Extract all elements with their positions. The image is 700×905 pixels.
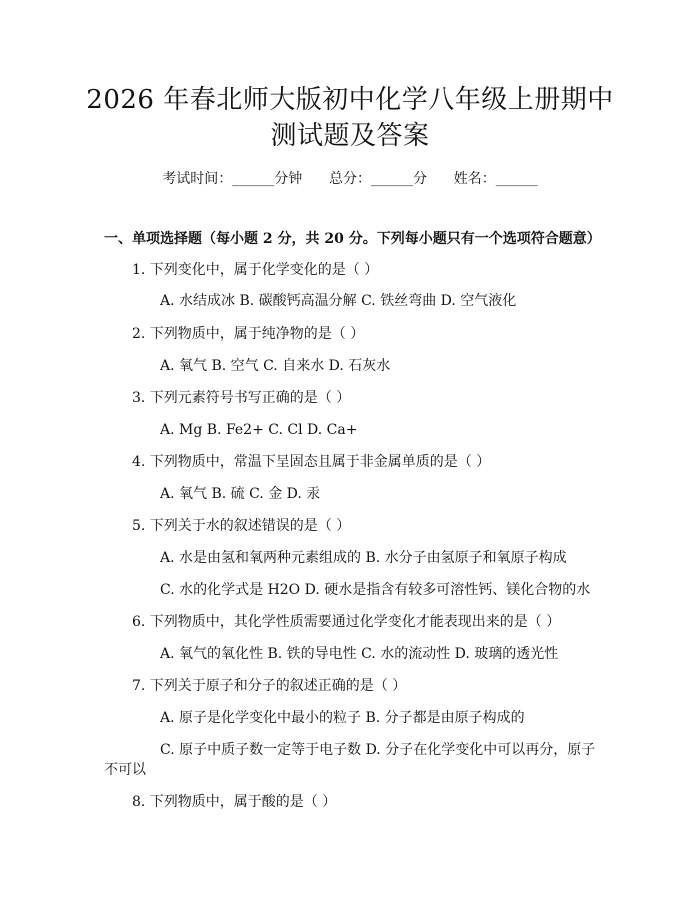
question-1: 1. 下列变化中，属于化学变化的是（ ）	[132, 262, 379, 278]
question-5-options-line-1: A. 水是由氢和氧两种元素组成的 B. 水分子由氢原子和氧原子构成	[160, 550, 567, 566]
question-1-options: A. 水结成冰 B. 碳酸钙高温分解 C. 铁丝弯曲 D. 空气液化	[160, 293, 517, 309]
question-3: 3. 下列元素符号书写正确的是（ ）	[132, 390, 351, 406]
exam-info-line: 考试时间：______分钟 总分：______分 姓名：______	[162, 171, 538, 187]
question-3-options: A. Mg B. Fe2+ C. Cl D. Ca+	[160, 422, 358, 438]
question-7-options-wrap: 不可以	[104, 762, 146, 778]
question-8: 8. 下列物质中，属于酸的是（ ）	[132, 794, 337, 810]
question-5: 5. 下列关于水的叙述错误的是（ ）	[132, 518, 351, 534]
question-4-options: A. 氧气 B. 硫 C. 金 D. 汞	[160, 486, 321, 502]
document-title-line-1: 2026 年春北师大版初中化学八年级上册期中	[86, 85, 614, 115]
document-title-line-2: 测试题及答案	[270, 121, 430, 151]
question-4: 4. 下列物质中，常温下呈固态且属于非金属单质的是（ ）	[132, 454, 491, 470]
question-2: 2. 下列物质中，属于纯净物的是（ ）	[132, 326, 365, 342]
question-6-options: A. 氧气的氧化性 B. 铁的导电性 C. 水的流动性 D. 玻璃的透光性	[160, 646, 559, 662]
question-6: 6. 下列物质中，其化学性质需要通过化学变化才能表现出来的是（ ）	[132, 614, 561, 630]
question-7: 7. 下列关于原子和分子的叙述正确的是（ ）	[132, 678, 407, 694]
section-heading-single-choice: 一、单项选择题（每小题 2 分，共 20 分。下列每小题只有一个选项符合题意）	[104, 231, 601, 247]
question-7-options-line-2: C. 原子中质子数一定等于电子数 D. 分子在化学变化中可以再分，原子	[160, 742, 596, 758]
question-7-options-line-1: A. 原子是化学变化中最小的粒子 B. 分子都是由原子构成的	[160, 710, 525, 726]
question-2-options: A. 氧气 B. 空气 C. 自来水 D. 石灰水	[160, 358, 391, 374]
question-5-options-line-2: C. 水的化学式是 H2O D. 硬水是指含有较多可溶性钙、镁化合物的水	[160, 582, 591, 598]
